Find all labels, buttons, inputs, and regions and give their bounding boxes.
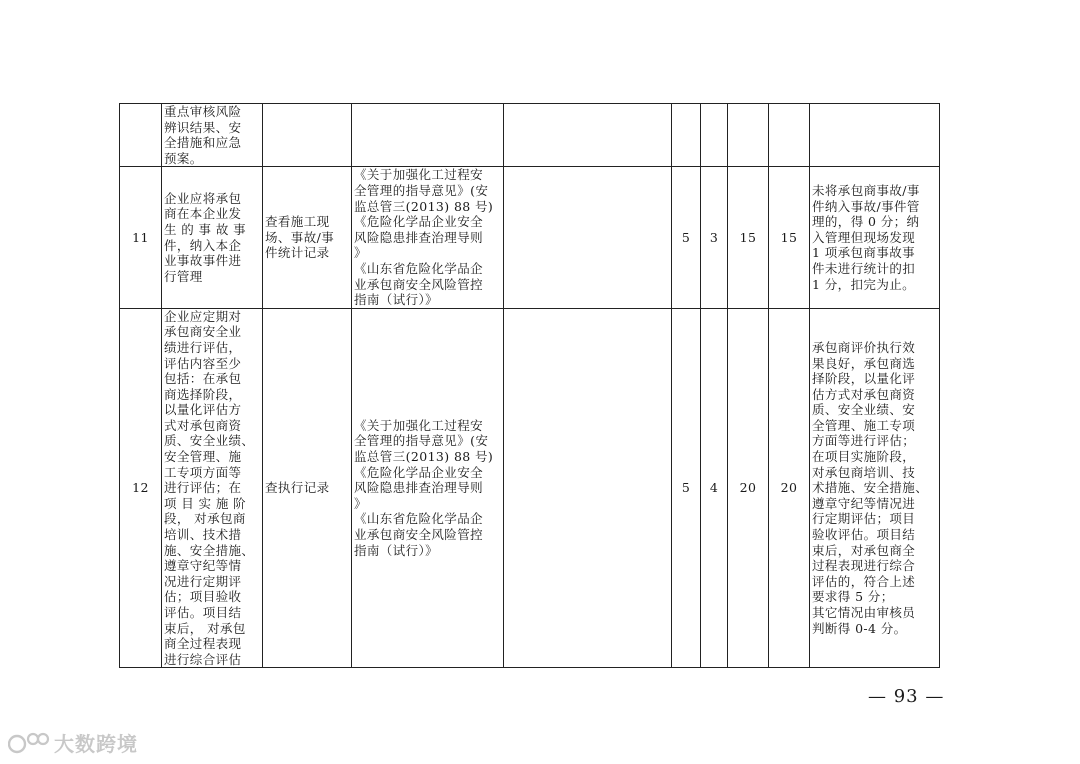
basis-cell: 《关于加强化工过程安 全管理的指导意见》(安 监总管三(2013) 88 号) 《危险化学品企业安全 风险隐患排查治理导则 》 《山东省危险化学品企 业承包商安全风险管控 指南（试行）》 bbox=[352, 308, 504, 668]
watermark-text: 大数跨境 bbox=[54, 732, 138, 756]
score-cell: 5 bbox=[672, 167, 701, 308]
total-cell: 15 bbox=[728, 167, 769, 308]
blank-cell bbox=[504, 308, 672, 668]
score-cell bbox=[672, 104, 701, 167]
basis-cell: 《关于加强化工过程安 全管理的指导意见》(安 监总管三(2013) 88 号) 《危险化学品企业安全 风险隐患排查治理导则 》 《山东省危险化学品企 业承包商安全风险管控 指南（试行）》 bbox=[352, 167, 504, 308]
blank-cell bbox=[504, 167, 672, 308]
criteria-cell bbox=[810, 104, 940, 167]
table-row bbox=[120, 308, 940, 668]
weight-cell bbox=[701, 104, 728, 167]
method-cell bbox=[263, 104, 352, 167]
requirement-cell: 企业应定期对 承包商安全业 绩进行评估， 评估内容至少 包括：在承包 商选择阶段， 以量化评估方 式对承包商资 质、安全业绩、 安全管理、施 工专项方面等 进行评估；在 项 目 实 施 阶 段， 对承包商 培训、技术措 施、安全措施、 遵章守纪等情 况进行定期评 估；项目验收 评估。项目结 束后， 对承包 商全过程表现 进行综合评估 bbox=[162, 308, 263, 668]
weight-cell: 3 bbox=[701, 167, 728, 308]
total-cell: 20 bbox=[728, 308, 769, 668]
table-row bbox=[120, 167, 940, 308]
method-cell: 查执行记录 bbox=[263, 308, 352, 668]
basis-cell bbox=[352, 104, 504, 167]
method-cell: 查看施工现 场、事故/事 件统计记录 bbox=[263, 167, 352, 308]
row-number bbox=[120, 104, 162, 167]
weight-cell: 4 bbox=[701, 308, 728, 668]
blank-cell bbox=[504, 104, 672, 167]
score-cell: 5 bbox=[672, 308, 701, 668]
actual-cell: 15 bbox=[769, 167, 810, 308]
row-number: 11 bbox=[120, 167, 162, 308]
table-row bbox=[120, 104, 940, 167]
brand-logo-icon bbox=[8, 730, 50, 756]
requirement-cell: 重点审核风险 辨识结果、安 全措施和应急 预案。 bbox=[162, 104, 263, 167]
actual-cell bbox=[769, 104, 810, 167]
watermark bbox=[8, 728, 138, 757]
audit-table bbox=[119, 103, 940, 668]
actual-cell: 20 bbox=[769, 308, 810, 668]
requirement-cell: 企业应将承包 商在本企业发 生 的 事 故 事 件，纳入本企 业事故事件进 行管理 bbox=[162, 167, 263, 308]
criteria-cell: 承包商评价执行效 果良好，承包商选 择阶段，以量化评 估方式对承包商资 质、安全业绩、安 全管理、施工专项 方面等进行评估； 在项目实施阶段， 对承包商培训、技 术措施、安全措施、 遵章守纪等情况进 行定期评估；项目 验收评估。项目结 束后，对承包商全 过程表现进行综合 评估的，符合上述 要求得 5 分； 其它情况由审核员 判断得 0-4 分。 bbox=[810, 308, 940, 668]
criteria-cell: 未将承包商事故/事 件纳入事故/事件管 理的，得 0 分；纳 入管理但现场发现 1 项承包商事故事 件未进行统计的扣 1 分，扣完为止。 bbox=[810, 167, 940, 308]
row-number: 12 bbox=[120, 308, 162, 668]
page-number: — 93 — bbox=[868, 686, 945, 707]
total-cell bbox=[728, 104, 769, 167]
